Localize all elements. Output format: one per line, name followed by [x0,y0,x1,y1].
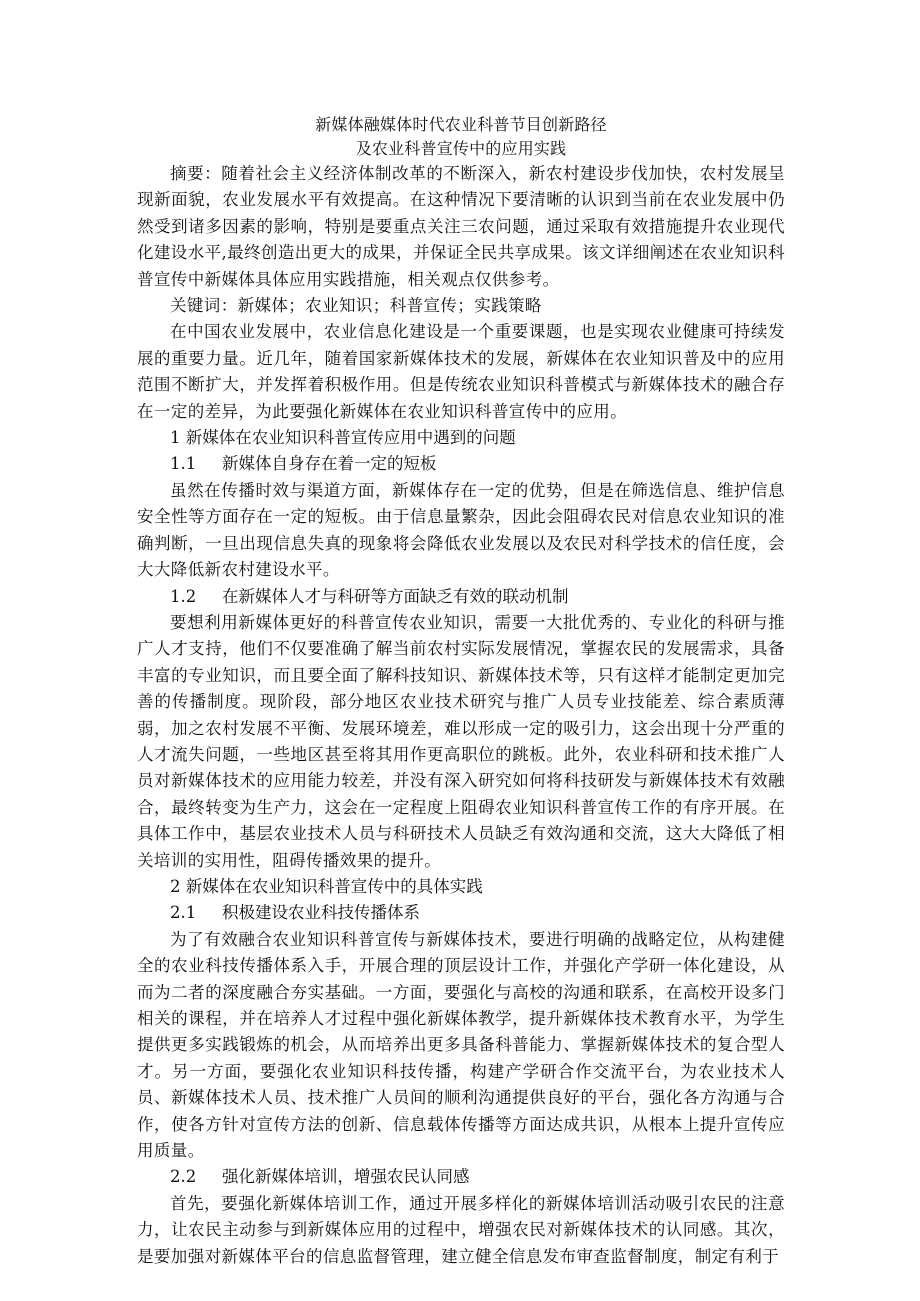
document-page [137,113,785,1270]
subsection-title: 新媒体自身存在着一定的短板 [222,454,437,474]
document-title-line1: 新媒体融媒体时代农业科普节目创新路径 [315,115,607,134]
subsection-1-2-heading [137,584,785,610]
subsection-1-1-body: 虽然在传播时效与渠道方面，新媒体存在一定的优势，但是在筛选信息、维护信息安全性等方面存在一定的短板。由于信息量繁杂，因此会阻碍农民对信息农业知识的准确判断，一旦出现信息失真的现象将会降低农业发展以及农民对科学技术的信任度，会大大降低新农村建设水平。 [137,480,785,580]
subsection-2-2-heading [137,1164,785,1190]
keywords-line: 关键词：新媒体；农业知识；科普宣传；实践策略 [170,296,542,316]
intro-paragraph: 在中国农业发展中，农业信息化建设是一个重要课题，也是实现农业健康可持续发展的重要力量。近几年，随着国家新媒体技术的发展，新媒体在农业知识普及中的应用范围不断扩大，并发挥着积极作用。但是传统农业知识科普模式与新媒体技术的融合存在一定的差异，为此要强化新媒体在农业知识科普宣传中的应用。 [137,322,785,421]
abstract-paragraph: 摘要：随着社会主义经济体制改革的不断深入，新农村建设步伐加快，农村发展呈现新面貌，农业发展水平有效提高。在这种情况下要清晰的认识到当前在农业发展中仍然受到诸多因素的影响，特别是要重点关注三农问题，通过采取有效措施提升农业现代化建设水平,最终创造出更大的成果，并保证全民共享成果。该文详细阐述在农业知识科普宣传中新媒体具体应用实践措施，相关观点仅供参考。 [137,164,785,289]
subsection-2-1-heading [137,900,785,926]
subsection-2-2-body: 首先，要强化新媒体培训工作，通过开展多样化的新媒体培训活动吸引农民的注意力，让农民主动参与到新媒体应用的过程中，增强农民对新媒体技术的认同感。其次，是要加强对新媒体平台的信息监督管理，建立健全信息发布审查监督制度，制定有利于 [137,1193,785,1266]
subsection-2-1-body: 为了有效融合农业知识科普宣传与新媒体技术，要进行明确的战略定位，从构建健全的农业科技传播体系入手，开展合理的顶层设计工作，并强化产学研一体化建设，从而为二者的深度融合夯实基础。一方面，要强化与高校的沟通和联系，在高校开设多门相关的课程，并在培养人才过程中强化新媒体教学，提升新媒体技术教育水平，为学生提供更多实践锻炼的机会，从而培养出更多具备科普能力、掌握新媒体技术的复合型人才。另一方面，要强化农业知识科技传播，构建产学研合作交流平台，为农业技术人员、新媒体技术人员、技术推广人员间的顺利沟通提供良好的平台，强化各方沟通与合作，使各方针对宣传方法的创新、信息载体传播等方面达成共识，从根本上提升宣传应用质量。 [137,929,785,1161]
subsection-number: 1.2 [170,586,197,606]
subsection-1-2-body: 要想利用新媒体更好的科普宣传农业知识，需要一大批优秀的、专业化的科研与推广人才支持，他们不仅要准确了解当前农村实际发展情况，掌握农民的发展需求，具备丰富的专业知识，而且要全面了解科技知识、新媒体技术等，只有这样才能制定更加完善的传播制度。现阶段，部分地区农业技术研究与推广人员专业技能差、综合素质薄弱，加之农村发展不平衡、发展环境差，难以形成一定的吸引力，这会出现十分严重的人才流失问题，一些地区甚至将其用作更高职位的跳板。此外，农业科研和技术推广人员对新媒体技术的应用能力较差，并没有深入研究如何将科技研发与新媒体技术有效融合，最终转变为生产力，这会在一定程度上阻碍农业知识科普宣传工作的有序开展。在具体工作中，基层农业技术人员与科研技术人员缺乏有效沟通和交流，这大大降低了相关培训的实用性，阻碍传播效果的提升。 [137,612,785,870]
subsection-number: 2.1 [170,903,197,923]
subsection-number: 2.2 [170,1167,197,1187]
subsection-title: 在新媒体人才与科研等方面缺乏有效的联动机制 [222,586,569,606]
section-2-heading: 2 新媒体在农业知识科普宣传中的具体实践 [170,876,483,896]
section-1-heading: 1 新媒体在农业知识科普宣传应用中遇到的问题 [170,428,516,448]
subsection-title: 积极建设农业科技传播体系 [222,903,420,923]
subsection-title: 强化新媒体培训，增强农民认同感 [222,1167,470,1187]
document-title-line2: 及农业科普宣传中的应用实践 [355,139,567,158]
subsection-number: 1.1 [170,454,197,474]
subsection-1-1-heading [137,451,785,477]
